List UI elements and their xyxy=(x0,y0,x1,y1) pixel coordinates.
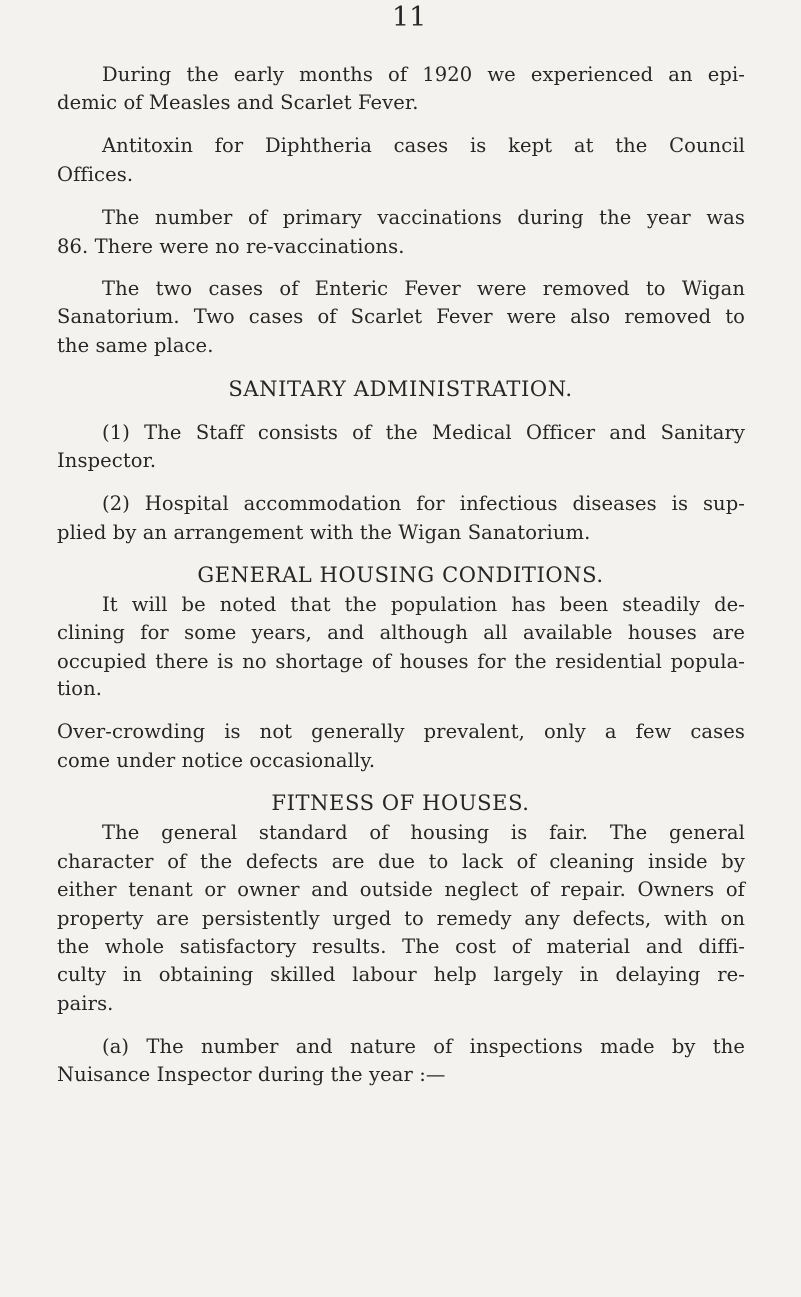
text-line: Sanatorium. Two cases of Scarlet Fever were also removed to xyxy=(57,305,745,328)
text-line: 86. There were no re-vaccinations. xyxy=(57,235,405,258)
text-line: It will be noted that the population has been steadily de- xyxy=(102,593,745,616)
section-heading-sanitary-administration: SANITARY ADMINISTRATION. xyxy=(228,377,573,401)
text-line: come under notice occasionally. xyxy=(57,749,376,772)
text-line: the whole satisfactory results. The cost of material and diffi- xyxy=(57,935,745,958)
text-line: clining for some years, and although all available houses are xyxy=(57,621,745,644)
text-line: demic of Measles and Scarlet Fever. xyxy=(57,91,419,114)
text-line: property are persistently urged to remedy any defects, with on xyxy=(57,907,745,930)
text-line: The general standard of housing is fair. The general xyxy=(102,821,745,844)
text-line: either tenant or owner and outside neglect of repair. Owners of xyxy=(57,878,745,901)
text-line: Over-crowding is not generally prevalent, only a few cases xyxy=(57,720,745,743)
section-heading-fitness-of-houses: FITNESS OF HOUSES. xyxy=(271,791,530,815)
text-line: Nuisance Inspector during the year :— xyxy=(57,1063,446,1086)
text-line: (a) The number and nature of inspections made by the xyxy=(102,1035,745,1058)
page-number: 11 xyxy=(392,2,427,33)
text-line: (2) Hospital accommodation for infectious diseases is sup- xyxy=(102,492,745,515)
text-line: During the early months of 1920 we experienced an epi- xyxy=(102,63,745,86)
text-line: Antitoxin for Diphtheria cases is kept at the Council xyxy=(102,134,745,157)
text-line: plied by an arrangement with the Wigan Sanatorium. xyxy=(57,521,591,544)
section-heading-housing-conditions: GENERAL HOUSING CONDITIONS. xyxy=(197,563,604,587)
text-line: The two cases of Enteric Fever were removed to Wigan xyxy=(102,277,745,300)
text-line: Offices. xyxy=(57,163,134,186)
text-line: culty in obtaining skilled labour help largely in delaying re- xyxy=(57,963,745,986)
text-line: Inspector. xyxy=(57,449,157,472)
text-line: tion. xyxy=(57,677,103,700)
text-line: The number of primary vaccinations during the year was xyxy=(102,206,745,229)
text-line: the same place. xyxy=(57,334,214,357)
text-line: character of the defects are due to lack of cleaning inside by xyxy=(57,850,745,873)
text-line: pairs. xyxy=(57,992,114,1015)
text-line: (1) The Staff consists of the Medical Officer and Sanitary xyxy=(102,421,745,444)
text-line: occupied there is no shortage of houses for the residential popula- xyxy=(57,650,745,673)
